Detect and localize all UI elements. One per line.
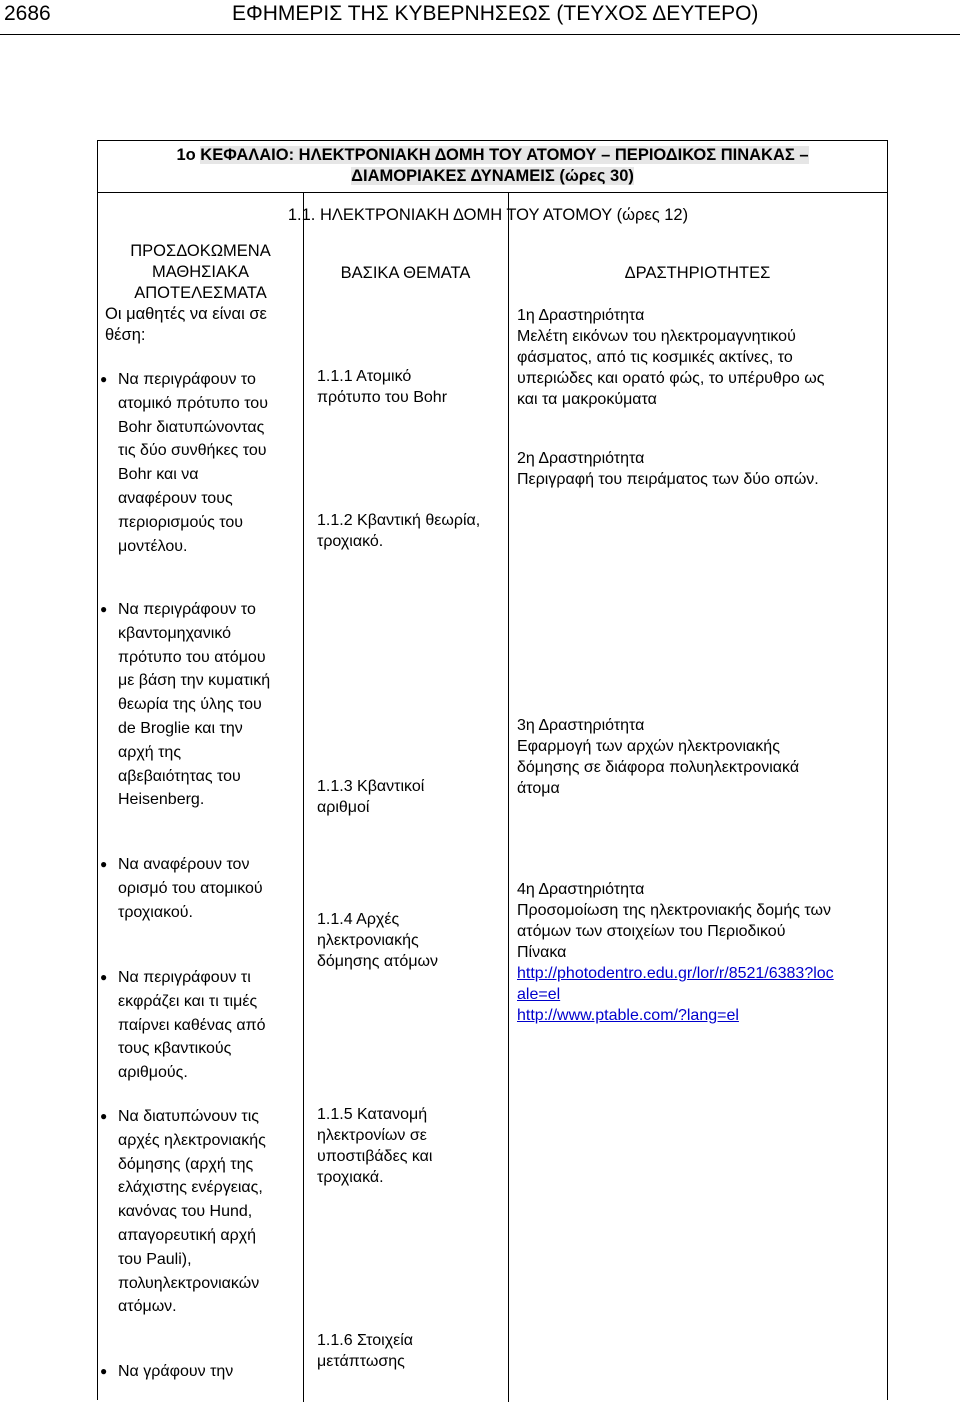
outcome-item: ● Να αναφέρουν τον ορισμό του ατομικού τροχιακού. [100,853,298,924]
bullet-icon: ● [100,1109,108,1123]
activity-item: 3η Δραστηριότητα Εφαρμογή των αρχών ηλεκτρονιακής δόμησης σε διάφορα πολυηλεκτρονιακά άτομα [517,717,800,797]
outcome-item: ● Να γράφουν την [100,1360,298,1384]
photodentro-link[interactable]: http://photodentro.edu.gr/lor/r/8521/6383?loc [517,965,834,982]
chapter-title: 1ο ΚΕΦΑΛΑΙΟ: ΗΛΕΚΤΡΟΝΙΑΚΗ ΔΟΜΗ ΤΟΥ ΑΤΟΜΟΥ – ΠΕΡΙΟΔΙΚΟΣ ΠΙΝΑΚΑΣ – ΔΙΑΜΟΡΙΑΚΕΣ ΔΥΝΑΜΕΙΣ (ώρες 30) [176,146,809,185]
activity-item: 4η Δραστηριότητα Προσομοίωση της ηλεκτρονιακής δομής των ατόμων των στοιχείων του Περιοδικού Πίνακα http://photodentro.edu.gr/lor/r/8521/6383?loc ale=el http://www.ptable.com/?lang=el [517,881,834,1024]
column-divider [508,192,509,1402]
bullet-icon: ● [100,372,108,386]
section-title: 1.1. ΗΛΕΚΤΡΟΝΙΑΚΗ ΔΟΜΗ ΤΟΥ ΑΤΟΜΟΥ (ώρες 12) [287,206,689,224]
topic-item: 1.1.3 Κβαντικοί αριθμοί [317,778,425,816]
topic-item: 1.1.1 Ατομικό πρότυπο του Bohr [317,368,448,406]
row-divider [98,192,887,193]
topic-item: 1.1.6 Στοιχεία μετάπτωσης [317,1332,414,1370]
bullet-icon: ● [100,602,108,616]
ptable-link[interactable]: http://www.ptable.com/?lang=el [517,1007,739,1024]
outcome-item: ● Να περιγράφουν τι εκφράζει και τι τιμές παίρνει καθένας από τους κβαντικούς αριθμούς. [100,966,298,1085]
outcome-item: ● Να διατυπώνουν τις αρχές ηλεκτρονιακής δόμησης (αρχή της ελάχιστης ενέργειας, κανόνας του Hund, απαγορευτική αρχή του Pauli), πολυηλεκτρονιακών ατόμων. [100,1105,298,1319]
photodentro-link-cont[interactable]: ale=el [517,986,561,1003]
topic-item: 1.1.2 Κβαντική θεωρία, τροχιακό. [317,512,481,550]
topic-item: 1.1.4 Αρχές ηλεκτρονιακής δόμησης ατόμων [317,911,439,970]
topic-item: 1.1.5 Κατανομή ηλεκτρονίων σε υποστιβάδες και τροχιακά. [317,1106,433,1186]
column-divider [303,192,304,1402]
journal-title: ΕΦΗΜΕΡΙΣ ΤΗΣ ΚΥΒΕΡΝΗΣΕΩΣ (ΤΕΥΧΟΣ ΔΕΥΤΕΡΟ) [232,2,759,25]
bullet-icon: ● [100,970,108,984]
page-number: 2686 [4,2,51,25]
outcome-item: ● Να περιγράφουν το ατομικό πρότυπο του Bohr διατυπώνοντας τις δύο συνθήκες του Bohr και να αναφέρουν τους περιορισμούς του μοντέλου. [100,368,298,558]
curriculum-table [97,140,888,1400]
activity-item: 2η Δραστηριότητα Περιγραφή του πειράματος των δύο οπών. [517,450,819,488]
bullet-icon: ● [100,857,108,871]
outcomes-intro: Οι μαθητές να είναι σε θέση: [105,305,267,344]
activity-item: 1η Δραστηριότητα Μελέτη εικόνων του ηλεκτρομαγνητικού φάσματος, από τις κοσμικές ακτίνες, το υπεριώδες και ορατό φώς, το υπέρυθρο ως και τα μακροκύματα [517,307,825,408]
page-header [0,0,960,35]
outcome-item: ● Να περιγράφουν το κβαντομηχανικό πρότυπο του ατόμου με βάση την κυματική θεωρία της ύλης του de Broglie και την αρχή της αβεβαιότητας του Heisenberg. [100,598,298,812]
outcomes-header: ΠΡΟΣΔΟΚΩΜΕΝΑ ΜΑΘΗΣΙΑΚΑ ΑΠΟΤΕΛΕΣΜΑΤΑ [130,242,271,302]
bullet-icon: ● [100,1364,108,1378]
topics-header: ΒΑΣΙΚΑ ΘΕΜΑΤΑ [340,264,471,282]
activities-header: ΔΡΑΣΤΗΡΙΟΤΗΤΕΣ [624,264,771,282]
